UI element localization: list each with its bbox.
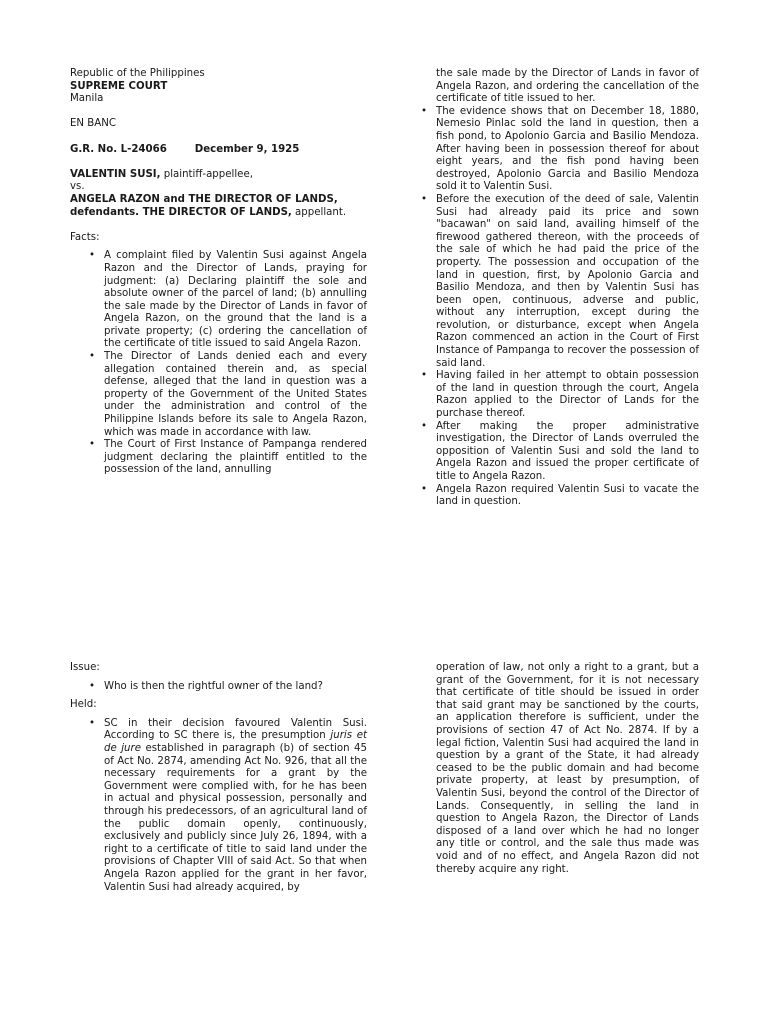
list-item: • A complaint filed by Valentin Susi against Angela Razon and the Director of Lands, praying for judgment: (a) Declaring plaintiff the sole and absolute owner of the parcel of land; (b) annulling the sale made by the Director of Lands in favor of Angela Razon, on the ground that the land is a private property; (c) ordering the cancellation of the certificate of title issued to said Angela Razon. — [70, 250, 367, 351]
issue-label: Issue: — [70, 662, 100, 673]
decision-date: December 9, 1925 — [194, 143, 300, 155]
header-court: SUPREME COURT — [70, 80, 168, 92]
defendants-line — [70, 194, 370, 219]
page-2-left-column — [70, 662, 367, 894]
list-item: • Who is then the rightful owner of the land? — [70, 681, 367, 694]
header-country: Republic of the Philippines — [70, 68, 205, 79]
document-page-2 — [0, 512, 768, 1024]
plaintiff-line — [70, 169, 367, 182]
page-1-right-column — [402, 68, 699, 509]
list-item: • Having failed in her attempt to obtain possession of the land in question through the court, Angela Razon applied to the Director of Lands for the purchase thereof. — [402, 370, 699, 420]
defendants-role: appellant. — [291, 206, 347, 218]
list-item — [70, 718, 367, 894]
header-division: EN BANC — [70, 118, 116, 130]
list-item: • The evidence shows that on December 18, 1880, Nemesio Pinlac sold the land in question, then a fish pond, to Apolonio Garcia and Basilio Mendoza. After having been in possession thereof for about eight years, and the fish pond having been destroyed, Apolonio Garcia and Basilio Mendoza sold it to Valentin Susi. — [402, 106, 699, 194]
plaintiff-name: VALENTIN SUSI, — [70, 168, 161, 180]
list-item: • The Court of First Instance of Pampanga rendered judgment declaring the plaintiff entitled to the possession of the land, annulling — [70, 439, 367, 477]
facts-item-continued: the sale made by the Director of Lands in favor of Angela Razon, and ordering the cancellation of the certificate of title issued to her. — [436, 68, 699, 105]
list-item: • The Director of Lands denied each and every allegation contained therein and, as special defense, alleged that the land in question was a property of the Government of the United States under the administration and control of the Philippine Islands before its sale to Angela Razon, which was made in accordance with law. — [70, 351, 367, 439]
case-number-line — [70, 144, 367, 157]
versus: vs. — [70, 181, 85, 193]
held-text-part1: SC in their decision favoured Valentin Susi. According to SC there is, the presumption — [104, 717, 367, 742]
list-item: • After making the proper administrative investigation, the Director of Lands overruled the opposition of Valentin Susi and sold the land to Angela Razon and issued the proper certificate of title to Angela Razon. — [402, 421, 699, 484]
page-2-right-column — [402, 662, 699, 876]
facts-list — [70, 250, 367, 477]
held-label: Held: — [70, 699, 97, 711]
header-city: Manila — [70, 93, 104, 105]
held-text-continued: operation of law, not only a right to a grant, but a grant of the Government, for it is not necessary that certificate of title should be issued in order that said grant may be sanctioned by the courts, an application therefore is sufficient, under the provisions of section 47 of Act No. 2874. If by a legal fiction, Valentin Susi had acquired the land in question by a grant of the State, it had already ceased to be the public domain and had become private property, at least by presumption, of Valentin Susi, beyond the control of the Director of Lands. Consequently, in selling the land in question to Angela Razon, the Director of Lands disposed of a land over which he had no longer any title or control, and the sale thus made was void and of no effect, and Angela Razon did not thereby acquire any right. — [436, 662, 699, 875]
list-item: • Angela Razon required Valentin Susi to vacate the land in question. — [402, 484, 699, 509]
list-item: • Before the execution of the deed of sale, Valentin Susi had already paid its price and sown "bacawan" on said land, availing himself of the firewood gathered thereon, with the proceeds of the sale of which he had paid the price of the property. The possession and occupation of the land in question, first, by Apolonio Garcia and Basilio Mendoza, and then by Valentin Susi has been open, continuous, adverse and public, without any interruption, except during the revolution, or disturbance, except when Angela Razon commenced an action in the Court of First Instance of Pampanga to recover the possession of said land. — [402, 194, 699, 370]
held-list — [70, 718, 367, 894]
held-text-italic: juris et de jure — [104, 730, 367, 754]
plaintiff-role: plaintiff-appellee, — [160, 168, 253, 180]
gr-number: G.R. No. L-24066 — [70, 143, 167, 155]
defendants-names: ANGELA RAZON and THE DIRECTOR OF LANDS, defendants. THE DIRECTOR OF LANDS, — [70, 193, 338, 218]
page-1-left-column — [70, 68, 367, 477]
facts-list-continued — [402, 106, 699, 509]
facts-label: Facts: — [70, 231, 100, 243]
issue-list — [70, 681, 367, 694]
held-text-part2: established in paragraph (b) of section 45 of Act No. 2874, amending Act No. 926, that all the necessary requirements for a grant by the Government were complied with, for he has been in actual and physical possession, personally and through his predecessors, of an agricultural land of the public domain openly, continuously, exclusively and publicly since July 26, 1894, with a right to a certificate of title to said land under the provisions of Chapter VIII of said Act. So that when Angela Razon applied for the grant in her favor, Valentin Susi had already acquired, by — [104, 742, 368, 893]
